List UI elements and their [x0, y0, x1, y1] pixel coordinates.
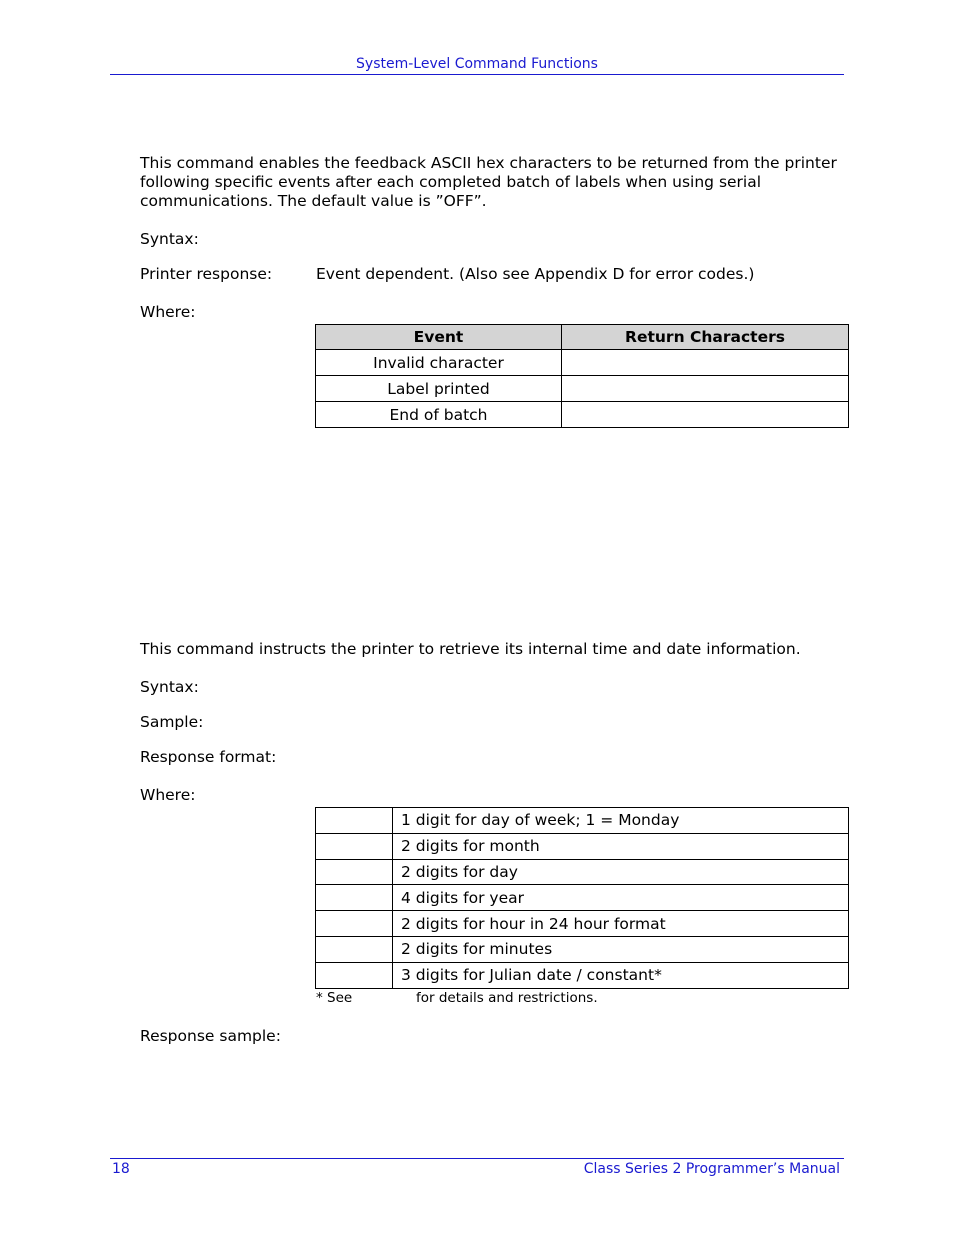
return-cell: [562, 350, 849, 376]
response-format-table: [315, 807, 849, 989]
format-desc-cell: 3 digits for Julian date / constant*: [393, 962, 849, 988]
format-key-cell: [316, 859, 393, 885]
return-cell: [562, 402, 849, 428]
return-cell: [562, 376, 849, 402]
format-key-cell: [316, 833, 393, 859]
printer-response-label: Printer response:: [140, 265, 273, 283]
footnote-prefix: * See: [316, 990, 353, 1006]
printer-response-value: Event dependent. (Also see Appendix D for error codes.): [316, 265, 755, 283]
format-key-cell: [316, 885, 393, 911]
section2-where-label: Where:: [140, 786, 196, 804]
page-number: 18: [112, 1161, 130, 1177]
section1-description: This command enables the feedback ASCII hex characters to be returned from the printer following specific events after each completed batch of labels when using serial communications. The default value is ”OFF”.: [140, 154, 837, 210]
table-row: [316, 936, 849, 962]
table-row: [316, 350, 849, 376]
table-header-row: [316, 325, 849, 350]
format-desc-cell: 2 digits for minutes: [393, 936, 849, 962]
section1-syntax-label: Syntax:: [140, 230, 199, 248]
sample-label: Sample:: [140, 713, 204, 731]
section2-syntax-label: Syntax:: [140, 678, 199, 696]
header-rule: [110, 74, 844, 75]
column-header-event: Event: [316, 325, 562, 350]
footer-rule: [110, 1158, 844, 1159]
table-row: [316, 376, 849, 402]
column-header-return-characters: Return Characters: [562, 325, 849, 350]
format-key-cell: [316, 808, 393, 834]
format-desc-cell: 1 digit for day of week; 1 = Monday: [393, 808, 849, 834]
section1-where-label: Where:: [140, 303, 196, 321]
table-row: [316, 911, 849, 937]
format-key-cell: [316, 911, 393, 937]
event-cell: Invalid character: [316, 350, 562, 376]
format-key-cell: [316, 936, 393, 962]
response-sample-label: Response sample:: [140, 1027, 281, 1045]
section2-description: This command instructs the printer to retrieve its internal time and date information.: [140, 640, 801, 658]
footnote-suffix: for details and restrictions.: [416, 990, 598, 1006]
format-desc-cell: 4 digits for year: [393, 885, 849, 911]
table-row: [316, 833, 849, 859]
format-desc-cell: 2 digits for day: [393, 859, 849, 885]
table-row: [316, 859, 849, 885]
event-cell: Label printed: [316, 376, 562, 402]
manual-title: Class Series 2 Programmer’s Manual: [583, 1161, 840, 1177]
format-key-cell: [316, 962, 393, 988]
format-desc-cell: 2 digits for month: [393, 833, 849, 859]
format-desc-cell: 2 digits for hour in 24 hour format: [393, 911, 849, 937]
running-header-title: System-Level Command Functions: [356, 56, 598, 72]
table-row: [316, 885, 849, 911]
event-return-table: [315, 324, 849, 428]
table-row: [316, 402, 849, 428]
event-cell: End of batch: [316, 402, 562, 428]
table-row: [316, 808, 849, 834]
table-row: [316, 962, 849, 988]
response-format-label: Response format:: [140, 748, 277, 766]
